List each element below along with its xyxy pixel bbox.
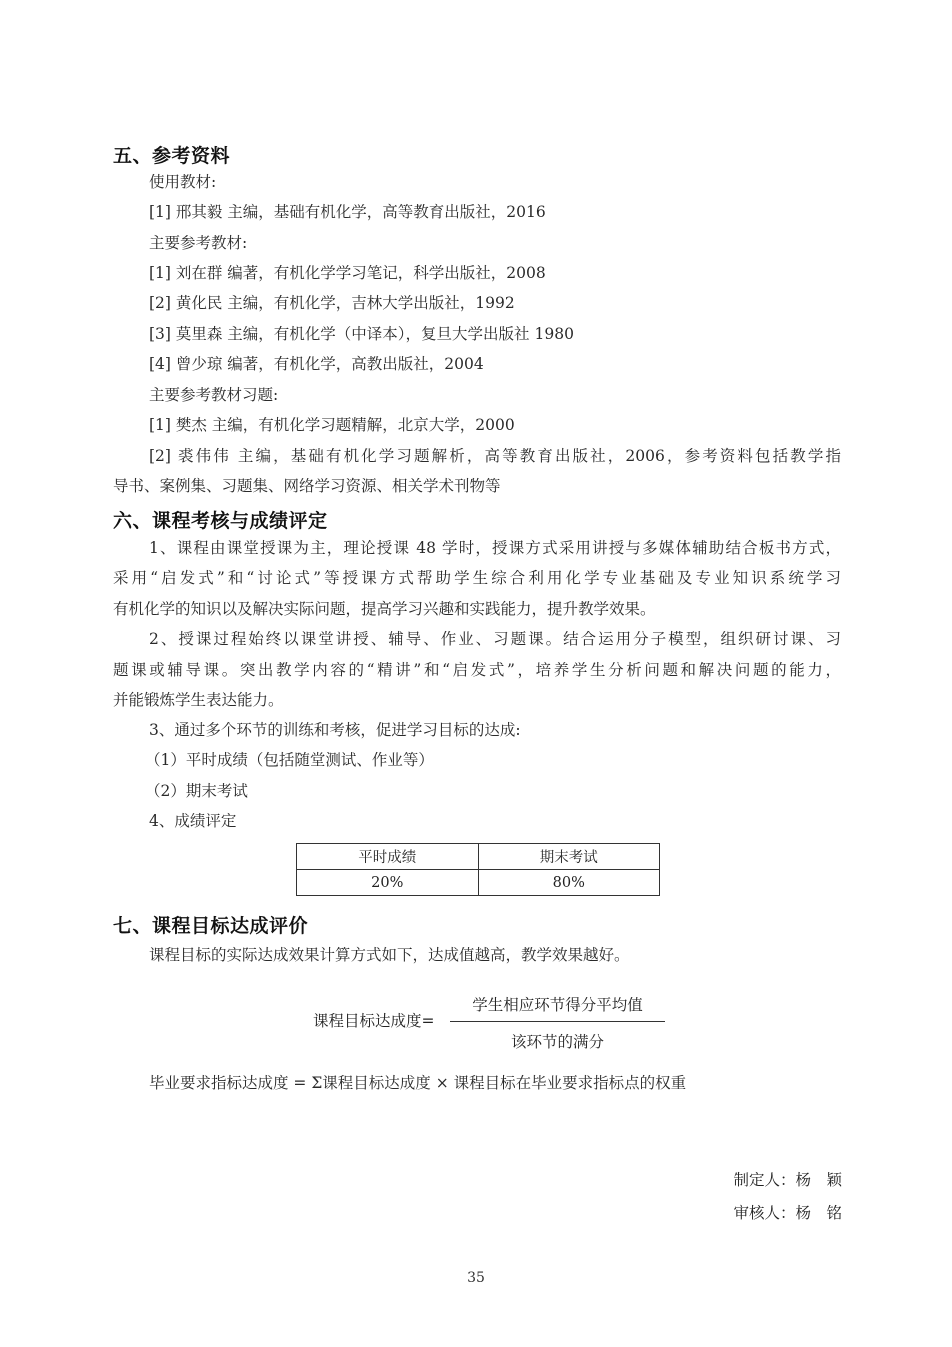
author-signature: 制定人：杨 颖 bbox=[733, 1171, 842, 1189]
table-header-cell: 平时成绩 bbox=[297, 844, 479, 870]
paragraph-line: 有机化学的知识以及解决实际问题，提高学习兴趣和实践能力，提升教学效果。 bbox=[113, 600, 656, 618]
paragraph-line: 并能锻炼学生表达能力。 bbox=[113, 691, 284, 709]
page-number: 35 bbox=[467, 1270, 485, 1286]
reviewer-signature: 审核人：杨 铭 bbox=[733, 1204, 842, 1222]
formula-denominator: 该环节的满分 bbox=[510, 1033, 604, 1051]
ref-item: [1] 刘在群 编著，有机化学学习笔记，科学出版社，2008 bbox=[149, 264, 546, 282]
textbook-label: 使用教材: bbox=[149, 173, 217, 191]
section-heading-evaluation: 七、课程目标达成评价 bbox=[113, 915, 309, 937]
section-heading-assessment: 六、课程考核与成绩评定 bbox=[113, 510, 328, 532]
ref-item: [4] 曾少琼 编著，有机化学，高教出版社，2004 bbox=[149, 355, 484, 373]
section-heading-references: 五、参考资料 bbox=[113, 145, 231, 167]
table-cell: 20% bbox=[297, 870, 479, 896]
paragraph-line: 题课或辅导课。突出教学内容的“精讲”和“启发式”，培养学生分析问题和解决问题的能力， bbox=[113, 661, 841, 679]
ref-label: 主要参考教材: bbox=[149, 234, 248, 252]
exercise-item: [2] 裘伟伟 主编，基础有机化学习题解析，高等教育出版社，2006，参考资料包括教学指 bbox=[149, 447, 841, 465]
table-header-cell: 期末考试 bbox=[478, 844, 660, 870]
fraction-bar bbox=[450, 1021, 665, 1022]
paragraph-line: 2、授课过程始终以课堂讲授、辅导、作业、习题课。结合运用分子模型，组织研讨课、习 bbox=[149, 630, 841, 648]
ref-item: [3] 莫里森 主编，有机化学（中译本），复旦大学出版社 1980 bbox=[149, 325, 574, 343]
paragraph-line: 采用“启发式”和“讨论式”等授课方式帮助学生综合利用化学专业基础及专业知识系统学习 bbox=[113, 569, 841, 587]
list-item: （2）期末考试 bbox=[145, 782, 248, 800]
table-cell: 80% bbox=[478, 870, 660, 896]
exercise-item-cont: 导书、案例集、习题集、网络学习资源、相关学术刊物等 bbox=[113, 477, 501, 495]
table-row bbox=[297, 844, 660, 870]
textbook-item: [1] 邢其毅 主编，基础有机化学，高等教育出版社，2016 bbox=[149, 203, 546, 221]
paragraph-line: 课程目标的实际达成效果计算方式如下，达成值越高，教学效果越好。 bbox=[149, 946, 630, 964]
formula-numerator: 学生相应环节得分平均值 bbox=[472, 996, 643, 1014]
graduation-formula: 毕业要求指标达成度 = Σ课程目标达成度 × 课程目标在毕业要求指标点的权重 bbox=[149, 1074, 687, 1092]
exercise-label: 主要参考教材习题: bbox=[149, 386, 279, 404]
exercise-item: [1] 樊杰 主编，有机化学习题精解，北京大学，2000 bbox=[149, 416, 515, 434]
ref-item: [2] 黄化民 主编，有机化学，吉林大学出版社，1992 bbox=[149, 294, 515, 312]
paragraph-line: 4、成绩评定 bbox=[149, 812, 237, 830]
achievement-formula bbox=[313, 993, 673, 1053]
list-item: （1）平时成绩（包括随堂测试、作业等） bbox=[145, 751, 434, 769]
paragraph-line: 3、通过多个环节的训练和考核，促进学习目标的达成: bbox=[149, 721, 521, 739]
grade-table bbox=[296, 843, 660, 896]
formula-lhs: 课程目标达成度= bbox=[313, 1012, 435, 1030]
table-row bbox=[297, 870, 660, 896]
paragraph-line: 1、课程由课堂授课为主，理论授课 48 学时，授课方式采用讲授与多媒体辅助结合板书方式， bbox=[149, 539, 841, 557]
